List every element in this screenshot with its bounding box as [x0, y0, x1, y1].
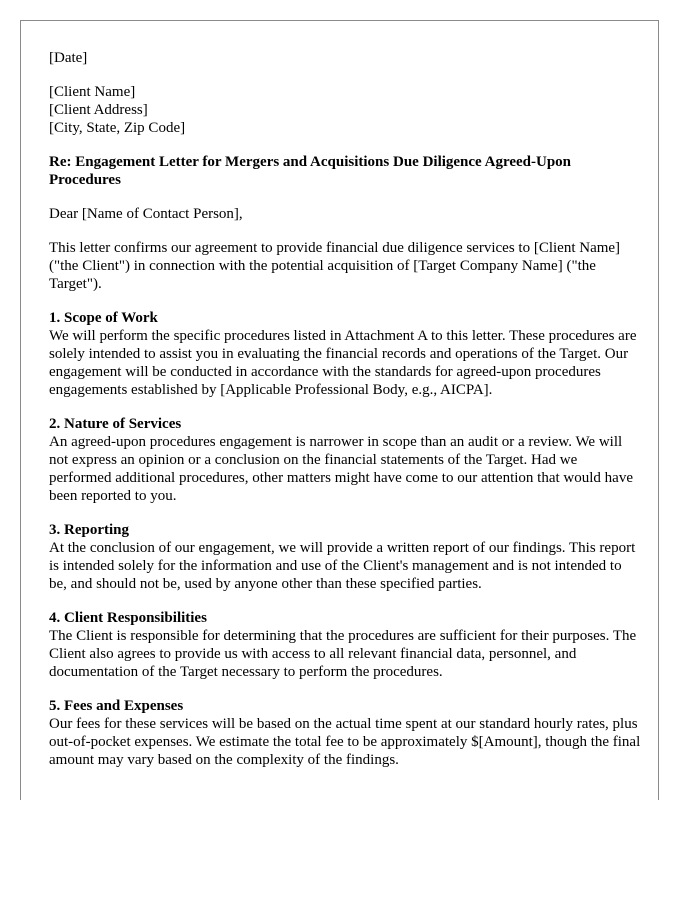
- letter-page: [20, 20, 659, 800]
- section-scope-of-work: [49, 309, 641, 399]
- section-body: We will perform the specific procedures listed in Attachment A to this letter. These procedures are solely intended to assist you in evaluating the financial records and operations of the Target. Our engagement will be conducted in accordance with the standards for agreed-upon procedures engagements established by [Applicable Professional Body, e.g., AICPA].: [49, 328, 637, 398]
- section-body: An agreed-upon procedures engagement is narrower in scope than an audit or a review. We will not express an opinion or a conclusion on the financial statements of the Target. Had we performed additional procedures, other matters might have come to our attention that would have been reported to you.: [49, 434, 633, 504]
- section-fees-and-expenses: [49, 697, 641, 769]
- section-reporting: [49, 521, 641, 593]
- intro-paragraph: This letter confirms our agreement to provide financial due diligence services to [Client Name] ("the Client") in connection with the potential acquisition of [Target Company Name] ("the Target").: [49, 240, 621, 292]
- section-heading: 4. Client Responsibilities: [49, 610, 207, 626]
- subject-line: Re: Engagement Letter for Mergers and Acquisitions Due Diligence Agreed-Upon Procedures: [49, 154, 572, 188]
- section-body: Our fees for these services will be based on the actual time spent at our standard hourly rates, plus out-of-pocket expenses. We estimate the total fee to be approximately $[Amount], though the final amount may vary based on the complexity of the findings.: [49, 716, 641, 768]
- section-heading: 2. Nature of Services: [49, 416, 182, 432]
- recipient-address: [49, 83, 641, 137]
- address-line-client-name: [Client Name]: [49, 84, 136, 100]
- section-heading: 1. Scope of Work: [49, 310, 158, 326]
- address-line-client-address: [Client Address]: [49, 102, 148, 118]
- section-heading: 3. Reporting: [49, 522, 129, 538]
- salutation: Dear [Name of Contact Person],: [49, 206, 243, 222]
- section-body: At the conclusion of our engagement, we will provide a written report of our findings. This report is intended solely for the information and use of the Client's management and is not intended to be, and should not be, used by anyone other than these specified parties.: [49, 540, 636, 592]
- letter-content: [49, 49, 641, 785]
- address-line-city-state-zip: [City, State, Zip Code]: [49, 120, 186, 136]
- section-nature-of-services: [49, 415, 641, 505]
- section-body: The Client is responsible for determining that the procedures are sufficient for their purposes. The Client also agrees to provide us with access to all relevant financial data, personnel, and documentation of the Target necessary to perform the procedures.: [49, 628, 637, 680]
- section-client-responsibilities: [49, 609, 641, 681]
- section-heading: 5. Fees and Expenses: [49, 698, 184, 714]
- letter-date: [Date]: [49, 50, 88, 66]
